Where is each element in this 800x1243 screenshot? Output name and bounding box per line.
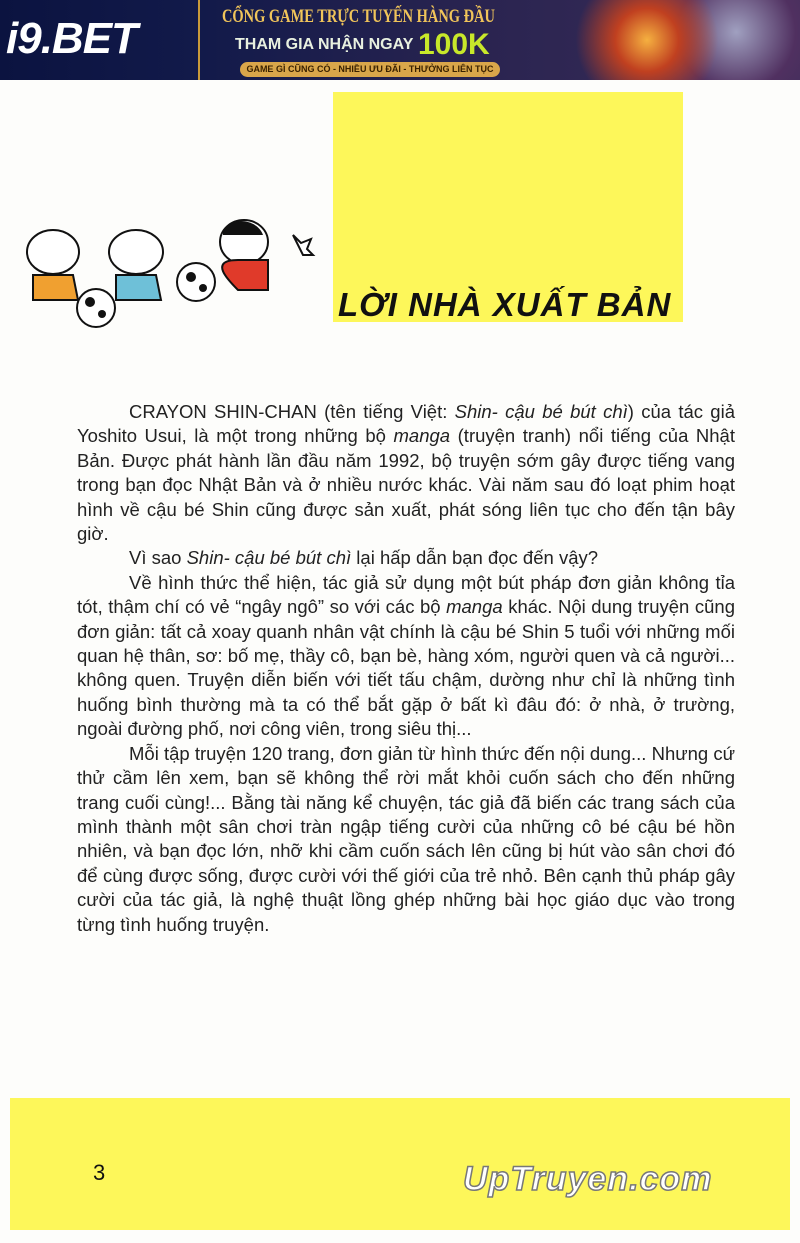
text-run: (truyện tranh) nổi tiếng của Nhật Bản. Được phát hành lần đầu năm 1992, bộ truyện sớm gây được tiếng vang trong bạn đọc Nhật Bản và ở nhiều nước khác. Vài năm sau đó loạt phim hoạt hình về cậu bé Shin cũng được sản xuất, phát sóng liên tục cho đến tận bây giờ. xyxy=(77,425,735,545)
text-run: lại hấp dẫn bạn đọc đến vậy? xyxy=(351,547,599,569)
ad-banner[interactable] xyxy=(0,0,800,80)
paragraph xyxy=(77,400,735,546)
italic-run: manga xyxy=(393,425,451,447)
paragraph xyxy=(77,742,735,937)
text-run: ) của tác giả Yoshito Usui, là một trong những bộ xyxy=(77,401,735,447)
text-run: khác. Nội dung truyện cũng đơn giản: tất cả xoay quanh nhân vật chính là cậu bé Shin 5 tuổi với những mối quan hệ thân, sơ: bố mẹ, thầy cô, bạn bè, hàng xóm, người quen và cả người... không quen. Truyện diễn biến với tiết tấu chậm, dường như chỉ là những tình huống bình thường mà ta có thể bắt gặp ở bất kì đâu đó: ở nhà, ở trường, ngoài đường phố, nơi công viên, trong siêu thị... xyxy=(77,596,735,740)
text-run: Vì sao xyxy=(129,547,187,569)
banner-characters-image xyxy=(545,0,800,80)
preface-text xyxy=(77,400,735,937)
paragraph xyxy=(77,571,735,742)
banner-headline: CỔNG GAME TRỰC TUYẾN HÀNG ĐẦU xyxy=(222,6,495,27)
paragraph xyxy=(77,546,735,570)
text-run: Về hình thức thể hiện, tác giả sử dụng một bút pháp đơn giản không tỉa tót, thậm chí có vẻ “ngây ngô” so với các bộ xyxy=(77,571,735,618)
text-run: CRAYON SHIN-CHAN (tên tiếng Việt: xyxy=(129,401,455,422)
page-number: 3 xyxy=(93,1160,106,1185)
italic-run: manga xyxy=(446,596,503,618)
italic-run: Shin- cậu bé bút chì xyxy=(454,401,628,422)
banner-offer: THAM GIA NHẬN NGAY xyxy=(235,36,414,53)
italic-run: Shin- cậu bé bút chì xyxy=(186,547,352,569)
page-title: LỜI NHÀ XUẤT BẢN xyxy=(338,286,672,323)
shinchan-soccer-illustration xyxy=(8,210,328,335)
uptruyen-watermark: UpTruyen.com xyxy=(463,1160,713,1198)
banner-tagline: GAME GÌ CŨNG CÓ - NHIỀU ƯU ĐÃI - THƯỞNG LIÊN TỤC xyxy=(240,62,500,77)
banner-divider xyxy=(198,0,200,80)
banner-amount: 100K xyxy=(418,28,490,61)
i9bet-logo: i9.BET xyxy=(6,14,137,63)
text-run: Mỗi tập truyện 120 trang, đơn giản từ hình thức đến nội dung... Nhưng cứ thử cầm lên xem, bạn sẽ không thể rời mắt khỏi cuốn sách cho đến những trang cuối cùng!... Bằng tài năng kể chuyện, tác giả đã biến các trang sách của mình thành một sân chơi tràn ngập tiếng cười của những cô bé cậu bé hồn nhiên, và bạn đọc lớn, nhỡ khi cầm cuốn sách lên cũng bị hút vào sân chơi đó để cùng được sống, được cười với thế giới của trẻ nhỏ. Bên cạnh thủ pháp gây cười của tác giả, là nghệ thuật lồng ghép những bài học giáo dục vào trong từng tình huống truyện. xyxy=(77,742,735,935)
